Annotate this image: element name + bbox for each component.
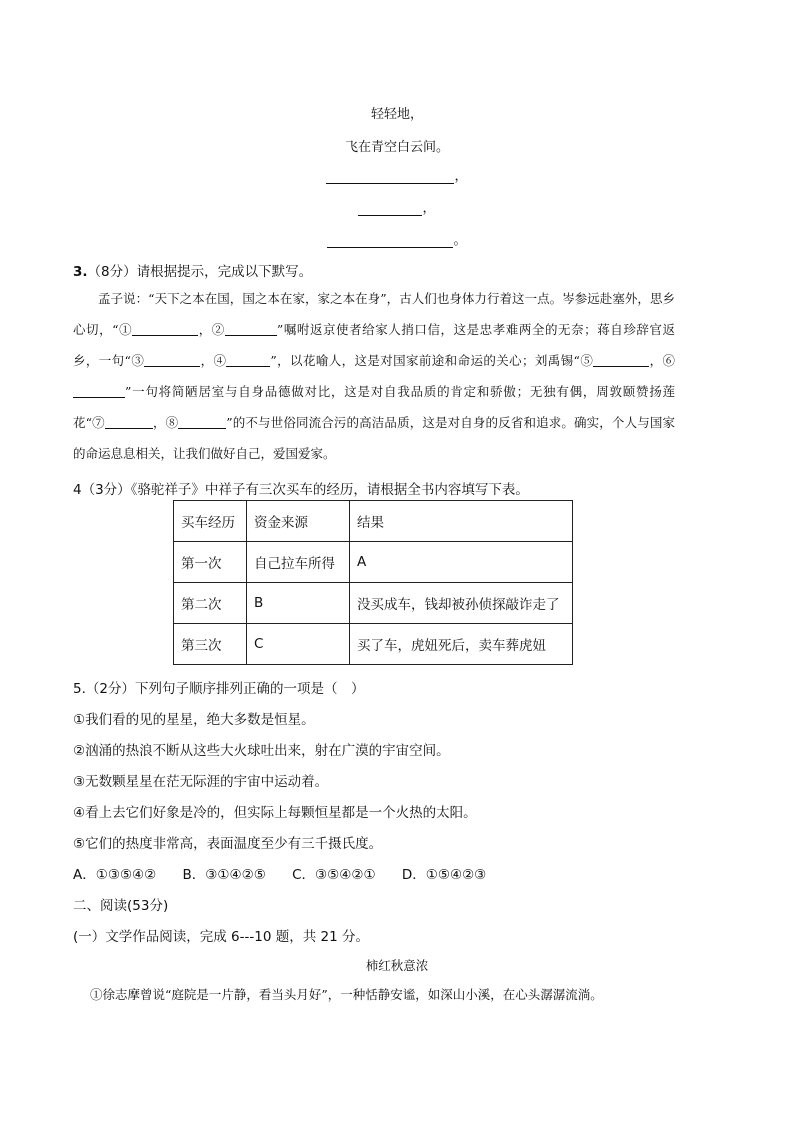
fill-blank-8[interactable] xyxy=(178,415,226,429)
passage-segment: 孟子说：“天下之本在国，国之本在家，家之本在身”，古人们也身体力行着这一点。岑参远赴塞外，思乡心切，“① xyxy=(73,291,675,337)
table-row xyxy=(174,542,573,583)
table-header: 结果 xyxy=(350,501,573,542)
sentence-4: ④看上去它们好象是冷的，但实际上每颗恒星都是一个火热的太阳。 xyxy=(73,805,477,821)
fill-blank-3[interactable] xyxy=(144,353,200,367)
passage-segment: ，⑥ xyxy=(649,353,675,368)
blank-punct: ， xyxy=(454,169,468,184)
table-header-row xyxy=(174,501,573,542)
passage-segment: ”一句将简陋居室与自身品德做对比，这是对自我品质的肯定和骄傲；无独有偶，周敦颐赞扬莲花“⑦ xyxy=(73,384,675,430)
passage-segment: ”，以花喻人，这是对国家前途和命运的关心；刘禹锡“⑤ xyxy=(270,353,594,368)
table-row xyxy=(174,624,573,665)
passage-segment: ”的不与世俗同流合污的高洁品质，这是对自身的反省和追求。确实，个人与国家的命运息息相关，让我们做好自己，爱国爱家。 xyxy=(73,415,675,461)
passage-segment: ，④ xyxy=(200,353,227,368)
fill-blank-1[interactable] xyxy=(132,322,198,336)
question-3-header xyxy=(73,260,312,280)
table-cell: 自己拉车所得 xyxy=(247,542,350,583)
fill-blank-2[interactable] xyxy=(225,322,277,336)
question-4-header: 4（3分）《骆驼祥子》中祥子有三次买车的经历，请根据全书内容填写下表。 xyxy=(73,482,529,498)
sentence-1: ①我们看的见的星星，绝大多数是恒星。 xyxy=(73,712,315,728)
table-cell[interactable]: C xyxy=(247,624,350,665)
question-text: （8分）请根据提示，完成以下默写。 xyxy=(87,264,313,280)
purchase-table xyxy=(173,500,573,665)
blank-line[interactable] xyxy=(358,201,422,216)
section-title: 二、阅读(53分) xyxy=(73,898,169,914)
blank-punct: ， xyxy=(422,201,436,216)
option-c[interactable]: C．③⑤④②① xyxy=(292,867,376,883)
option-a[interactable]: A．①③⑤④② xyxy=(73,867,157,883)
sentence-3: ③无数颗星星在茫无际涯的宇宙中运动着。 xyxy=(73,774,329,790)
passage-segment: ，⑧ xyxy=(152,415,179,430)
passage-title: 柿红秋意浓 xyxy=(365,958,429,973)
passage-paragraph-1: ①徐志摩曾说“庭院是一片静，看当头月好”，一种恬静安谧，如深山小溪，在心头潺潺流淌。 xyxy=(90,987,603,1002)
table-cell: 第一次 xyxy=(174,542,247,583)
fill-blank-7[interactable] xyxy=(105,415,153,429)
fill-blank-5[interactable] xyxy=(593,353,649,367)
poem-blank-3[interactable] xyxy=(0,229,794,248)
table-cell: 第三次 xyxy=(174,624,247,665)
passage-segment: ，② xyxy=(198,322,225,337)
table-cell[interactable]: A xyxy=(350,542,573,583)
table-cell: 没买成车，钱却被孙侦探敲诈走了 xyxy=(350,583,573,624)
poem-line-2: 飞在青空白云间。 xyxy=(344,140,449,155)
poem-blank-2[interactable] xyxy=(0,197,794,216)
fill-blank-6[interactable] xyxy=(73,384,125,398)
poem-line-1: 轻轻地， xyxy=(370,107,423,122)
table-cell: 第二次 xyxy=(174,583,247,624)
poem-blank-1[interactable] xyxy=(0,165,794,184)
section-subtitle: (一）文学作品阅读，完成 6---10 题，共 21 分。 xyxy=(73,929,369,945)
option-b[interactable]: B．③①④②⑤ xyxy=(182,867,266,883)
fill-blank-4[interactable] xyxy=(226,353,270,367)
table-cell[interactable]: B xyxy=(247,583,350,624)
blank-punct: 。 xyxy=(453,233,467,248)
answer-options xyxy=(73,863,508,883)
option-d[interactable]: D．①⑤④②③ xyxy=(401,867,487,883)
question-number: 3. xyxy=(73,264,88,280)
blank-line[interactable] xyxy=(326,169,454,184)
sentence-5: ⑤它们的热度非常高，表面温度至少有三千摄氏度。 xyxy=(73,836,383,852)
table-cell: 买了车，虎妞死后，卖车葬虎妞 xyxy=(350,624,573,665)
table-header: 资金来源 xyxy=(247,501,350,542)
sentence-2: ②汹涌的热浪不断从这些大火球吐出来，射在广漠的宇宙空间。 xyxy=(73,743,450,759)
question-5-header: 5.（2分）下列句子顺序排列正确的一项是（ ） xyxy=(73,681,365,697)
table-header: 买车经历 xyxy=(174,501,247,542)
question-3-passage xyxy=(73,283,675,469)
passage-segment: ”嘱咐返京使者给家人捎口信，这是忠孝难两全的无奈；蒋自珍辞官返乡，一句“③ xyxy=(73,322,675,368)
blank-line[interactable] xyxy=(327,233,453,248)
table-row xyxy=(174,583,573,624)
